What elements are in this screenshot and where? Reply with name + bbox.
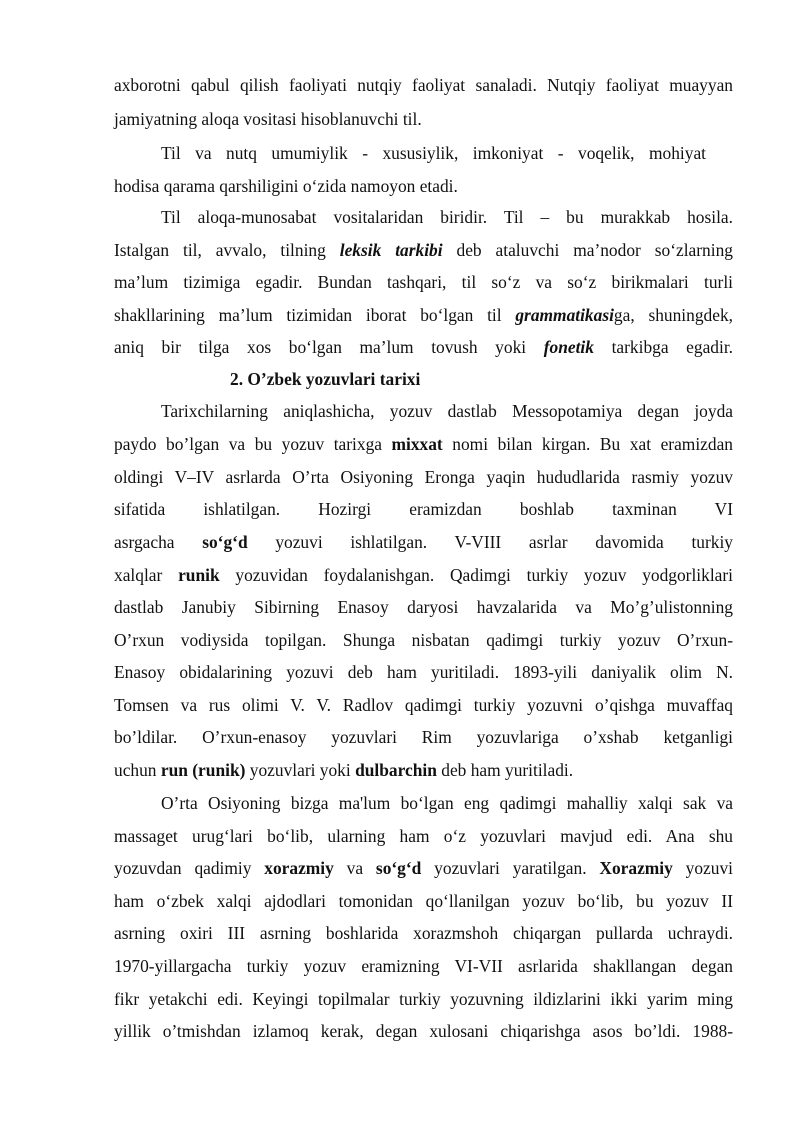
- section-heading: 2. O’zbek yozuvlari tarixi: [230, 369, 421, 389]
- text-line: yozuvdan qadimiy xorazmiy va so‘g‘d yozuvlari yaratilgan. Xorazmiy yozuvi: [114, 858, 733, 878]
- text-line: asrning oxiri III asrning boshlarida xorazmshoh chiqargan pullarda uchraydi.: [114, 923, 733, 943]
- text-line: aniq bir tilga xos bo‘lgan ma’lum tovush yoki fonetik tarkibga egadir.: [114, 337, 734, 357]
- text-line: massaget urug‘lari bo‘lib, ularning ham o‘z yozuvlari mavjud edi. Ana shu: [114, 826, 733, 846]
- text-line: yillik o’tmishdan izlamoq kerak, degan xulosani chiqarishga asos bo’ldi. 1988-: [114, 1021, 733, 1041]
- text-line: hodisa qarama qarshiligini o‘zida namoyon etadi.: [114, 176, 458, 196]
- term-leksik-tarkibi: leksik tarkibi: [339, 240, 443, 260]
- term-mixxat: mixxat: [391, 434, 443, 454]
- term-run-runik: run (runik): [160, 760, 246, 780]
- text-line: oldingi V–IV asrlarda O’rta Osiyoning Eronga yaqin hududlarida rasmiy yozuv: [114, 467, 733, 487]
- text-line: bo’ldilar. O’rxun-enasoy yozuvlari Rim yozuvlariga o’xshab ketganligi: [114, 727, 733, 747]
- text-line: 1970-yillargacha turkiy yozuv eramizning VI-VII asrlarida shakllangan degan: [114, 956, 733, 976]
- text-line: ma’lum tizimiga egadir. Bundan tashqari, til so‘z va so‘z birikmalari turli: [114, 272, 733, 292]
- term-fonetik: fonetik: [543, 337, 594, 357]
- text-line: xalqlar runik yozuvidan foydalanishgan. Qadimgi turkiy yozuv yodgorliklari: [114, 565, 733, 585]
- term-xorazmiy-capital: Xorazmiy: [599, 858, 673, 878]
- text-line: Til va nutq umumiylik - xususiylik, imkoniyat - voqelik, mohiyat: [161, 143, 706, 163]
- text-line: asrgacha so‘g‘d yozuvi ishlatilgan. V-VIII asrlar davomida turkiy: [114, 532, 733, 552]
- text-line: Tomsen va rus olimi V. V. Radlov qadimgi turkiy yozuvni o’qishga muvaffaq: [114, 695, 733, 715]
- text-line: Istalgan til, avvalo, tilning leksik tarkibi deb ataluvchi ma’nodor so‘zlarning: [114, 240, 733, 260]
- text-line: Enasoy obidalarining yozuvi deb ham yuritiladi. 1893-yili daniyalik olim N.: [114, 662, 733, 682]
- text-line: dastlab Janubiy Sibirning Enasoy daryosi havzalarida va Mo’g’ulistonning: [114, 597, 733, 617]
- text-line: O’rta Osiyoning bizga ma'lum bo‘lgan eng qadimgi mahalliy xalqi sak va: [161, 793, 733, 813]
- term-xorazmiy: xorazmiy: [264, 858, 334, 878]
- text-line: Tarixchilarning aniqlashicha, yozuv dastlab Messopotamiya degan joyda: [161, 401, 733, 421]
- text-line: ham o‘zbek xalqi ajdodlari tomonidan qo‘llanilgan yozuv bo‘lib, bu yozuv II: [114, 891, 733, 911]
- term-sogd: so‘g‘d: [202, 532, 248, 552]
- text-line: Til aloqa-munosabat vositalaridan biridir. Til – bu murakkab hosila.: [161, 207, 733, 227]
- term-grammatika: grammatikasi: [515, 305, 614, 325]
- term-runik: runik: [178, 565, 220, 585]
- text-line: paydo bo’lgan va bu yozuv tarixga mixxat nomi bilan kirgan. Bu xat eramizdan: [114, 434, 733, 454]
- term-dulbarchin: dulbarchin: [355, 760, 437, 780]
- text-line: axborotni qabul qilish faoliyati nutqiy faoliyat sanaladi. Nutqiy faoliyat muayyan: [114, 75, 733, 95]
- term-sogd: so‘g‘d: [375, 858, 422, 878]
- text-line: O’rxun vodiysida topilgan. Shunga nisbatan qadimgi turkiy yozuv O’rxun-: [114, 630, 733, 650]
- text-line: shakllarining ma’lum tizimidan iborat bo‘lgan til grammatikasiga, shuningdek,: [114, 305, 733, 325]
- text-line: fikr yetakchi edi. Keyingi topilmalar turkiy yozuvning ildizlarini ikki yarim ming: [114, 989, 733, 1009]
- text-line: uchun run (runik) yozuvlari yoki dulbarchin deb ham yuritiladi.: [114, 760, 574, 780]
- text-line: sifatida ishlatilgan. Hozirgi eramizdan boshlab taxminan VI: [114, 499, 733, 519]
- text-line: jamiyatning aloqa vositasi hisoblanuvchi til.: [114, 109, 422, 129]
